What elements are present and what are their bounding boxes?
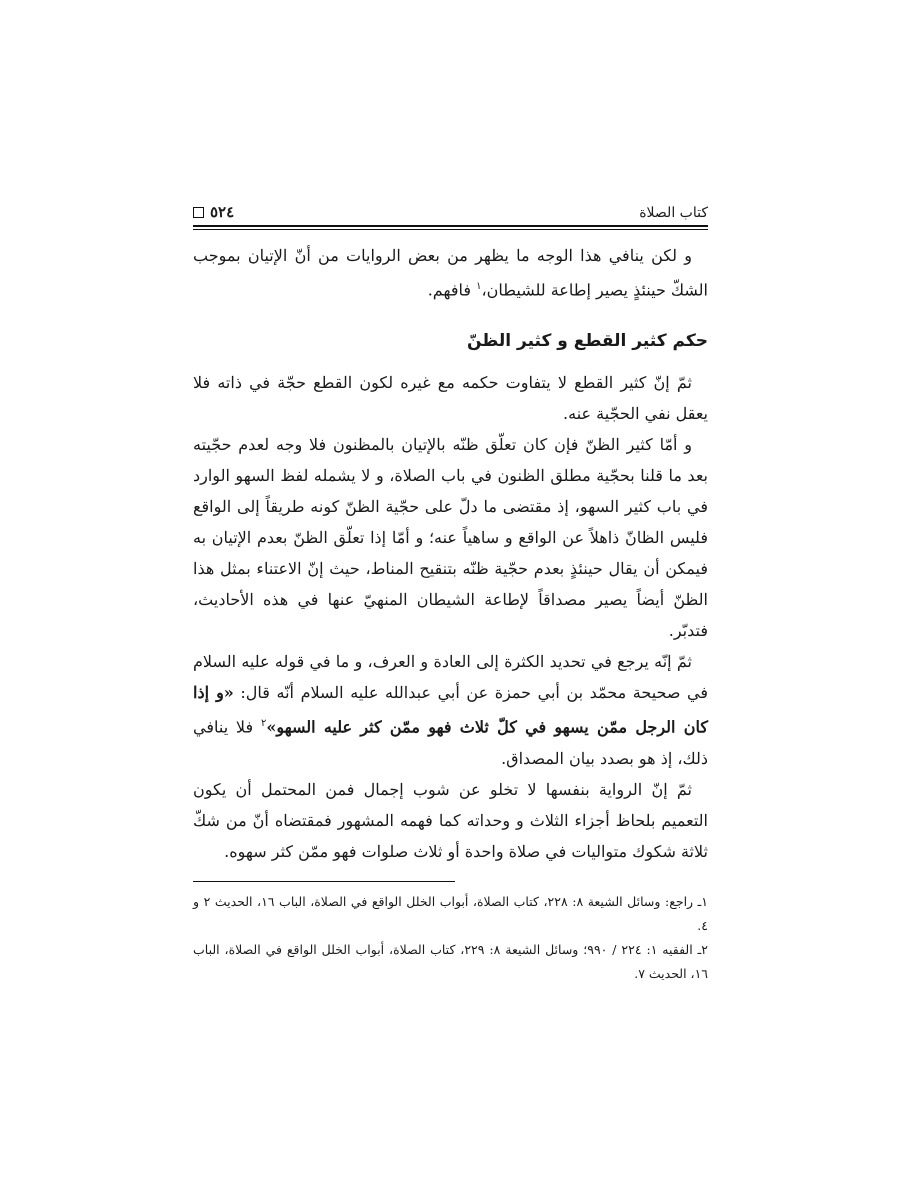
- paragraph-3: [193, 646, 708, 773]
- intro-text: و لكن ينافي هذا الوجه ما يظهر من بعض الروايات من أنّ الإتيان بموجب الشكّ حينئذٍ يصير إطاعة للشيطان،: [193, 246, 708, 300]
- footnote-ref-1: ١: [476, 281, 482, 292]
- paragraph-1: ثمّ إنّ كثير القطع لا يتفاوت حكمه مع غيره لكون القطع حجّة في ذاته فلا يعقل نفي الحجّية عنه.: [193, 373, 708, 424]
- paragraph-4: ثمّ إنّ الرواية بنفسها لا تخلو عن شوب إجمال فمن المحتمل أن يكون التعميم بلحاظ أجزاء الثلاث و وحداته كما فهمه المشهور فمقتضاه أنّ من شكّ ثلاثة شكوك متواليات في صلاة واحدة أو ثلاث صلوات فهو ممّن كثر سهوه.: [193, 779, 708, 861]
- paragraph-3-text: ثمّ إنّه يرجع في تحديد الكثرة إلى العادة و العرف، و ما في قوله عليه السلام في صحيحة محمّد بن أبي حمزة عن أبي عبدالله عليه السلام أنّه قال:: [193, 652, 708, 703]
- footnotes: [193, 890, 708, 986]
- header-rule-thick: [193, 225, 708, 227]
- footnote-ref-2: ٢: [260, 718, 267, 730]
- page-number-group: [193, 203, 234, 221]
- paragraph-3-text-after: فلا ينافي ذلك، إذ هو بصدد بيان المصداق.: [193, 717, 708, 768]
- section-heading: حكم كثير القطع و كثير الظنّ: [467, 331, 708, 352]
- square-box-icon: [193, 207, 204, 218]
- footnote-1: ١ـ راجع: وسائل الشيعة ٨: ٢٢٨، كتاب الصلاة، أبواب الخلل الواقع في الصلاة، الباب ١٦، الحديث ٢ و ٤.: [193, 893, 709, 933]
- intro-text-after: فافهم.: [427, 280, 477, 300]
- hadith-quote: «و إذا كان الرجل ممّن يسهو في كلّ ثلاث فهو ممّن كثر عليه السهو»: [193, 683, 708, 737]
- header-rule-thin: [193, 229, 708, 230]
- running-header: [193, 195, 708, 221]
- paragraph-2: و أمّا كثير الظنّ فإن كان تعلّق ظنّه بالإتيان بالمظنون فلا وجه لعدم حجّيته بعد ما قلنا بحجّية مطلق الظنون في باب الصلاة، و لا يشمله لفظ السهو الوارد في باب كثير السهو، إذ مقتضى ما دلّ على حجّية الظنّ كونه طريقاً إلى الواقع فليس الظانّ ذاهلاً عن الواقع و ساهياً عنه؛ و أمّا إذا تعلّق الظنّ بعدم الإتيان به فيمكن أن يقال حينئذٍ بعدم حجّية ظنّه بتنقيح المناط، حيث إنّ الاعتناء بمثل هذا الظنّ أيضاً يصير مصداقاً لإطاعة الشيطان المنهيّ عنها في هذه الأحاديث، فتدبّر.: [193, 435, 708, 641]
- footnote-separator: [193, 881, 455, 882]
- book-title: كتاب الصلاة: [639, 205, 708, 221]
- page-number: ٥٢٤: [210, 203, 235, 221]
- intro-paragraph: [193, 240, 708, 305]
- document-page: [193, 195, 708, 986]
- footnote-2: ٢ـ الفقيه ١: ٢٢٤ / ٩٩٠؛ وسائل الشيعة ٨: ٢٢٩، كتاب الصلاة، أبواب الخلل الواقع في الصلاة، الباب ١٦، الحديث ٧.: [193, 941, 708, 981]
